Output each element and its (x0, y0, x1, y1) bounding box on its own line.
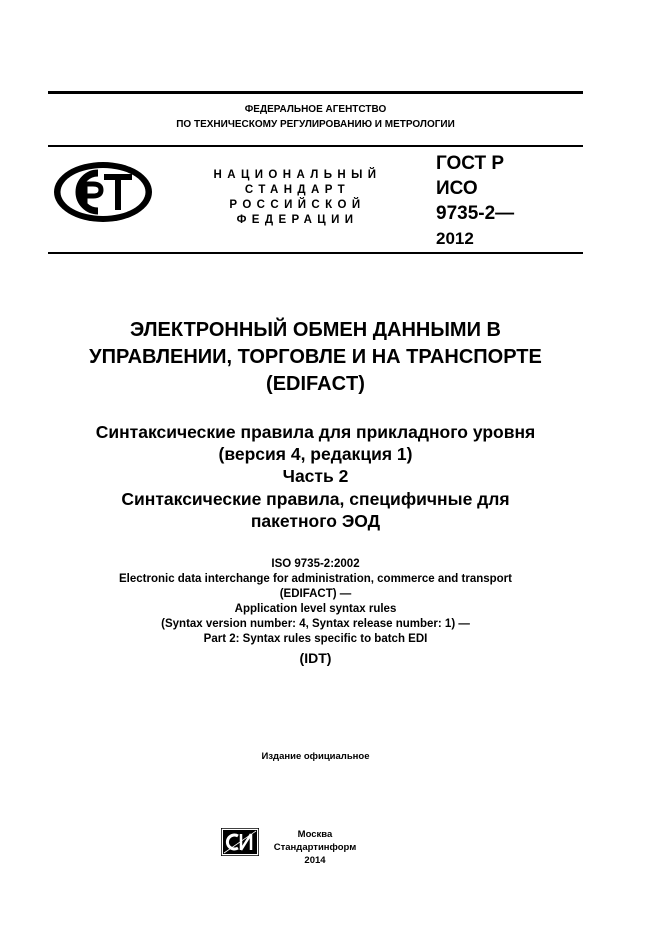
standard-designation (436, 151, 514, 251)
subtitle-line-2: (версия 4, редакция 1) (218, 444, 413, 464)
national-standard-line-4: ФЕДЕРАЦИИ (236, 214, 359, 226)
title-line-3: (EDIFACT) (266, 373, 365, 395)
edition-label: Издание официальное (261, 751, 370, 762)
subtitle-line-3: Часть 2 (282, 466, 349, 486)
publisher-city: Москва (297, 829, 333, 840)
designation-year: 2012 (436, 229, 474, 248)
subtitle-line-1: Синтаксические правила для прикладного уровня (95, 422, 536, 442)
national-standard-line-3: РОССИЙСКОЙ (229, 199, 366, 211)
national-standard-line-2: СТАНДАРТ (244, 184, 351, 196)
designation-line-2: ИСО (436, 178, 478, 199)
title-line-2: УПРАВЛЕНИИ, ТОРГОВЛЕ И НА ТРАНСПОРТЕ (89, 346, 542, 368)
publisher-year: 2014 (304, 855, 326, 866)
middle-rule (48, 145, 583, 147)
designation-line-3: 9735-2— (436, 203, 515, 224)
subtitle-line-4: Синтаксические правила, специфичные для (121, 489, 510, 509)
agency-line-1: ФЕДЕРАЛЬНОЕ АГЕНТСТВО (244, 104, 387, 115)
english-line-6: Part 2: Syntax rules specific to batch EDI (203, 633, 428, 645)
english-line-3: (EDIFACT) — (279, 588, 352, 600)
agency-line-2: ПО ТЕХНИЧЕСКОМУ РЕГУЛИРОВАНИЮ И МЕТРОЛОГИИ (176, 119, 455, 130)
english-line-5: (Syntax version number: 4, Syntax release number: 1) — (161, 618, 470, 630)
english-line-1: ISO 9735-2:2002 (271, 558, 360, 570)
national-standard-line-1: НАЦИОНАЛЬНЫЙ (213, 169, 382, 181)
english-line-4: Application level syntax rules (234, 603, 397, 615)
publisher-name: Стандартинформ (273, 842, 357, 853)
title-line-1: ЭЛЕКТРОННЫЙ ОБМЕН ДАННЫМИ В (130, 319, 501, 341)
rst-logo-icon (52, 160, 154, 224)
subtitle-line-5: пакетного ЭОД (250, 511, 381, 531)
idt-label: (IDT) (299, 650, 332, 666)
bottom-rule (48, 252, 583, 254)
standartinform-logo-icon (221, 828, 259, 856)
designation-line-1: ГОСТ Р (436, 153, 505, 174)
top-rule (48, 91, 583, 94)
english-line-2: Electronic data interchange for administration, commerce and transport (118, 573, 512, 585)
